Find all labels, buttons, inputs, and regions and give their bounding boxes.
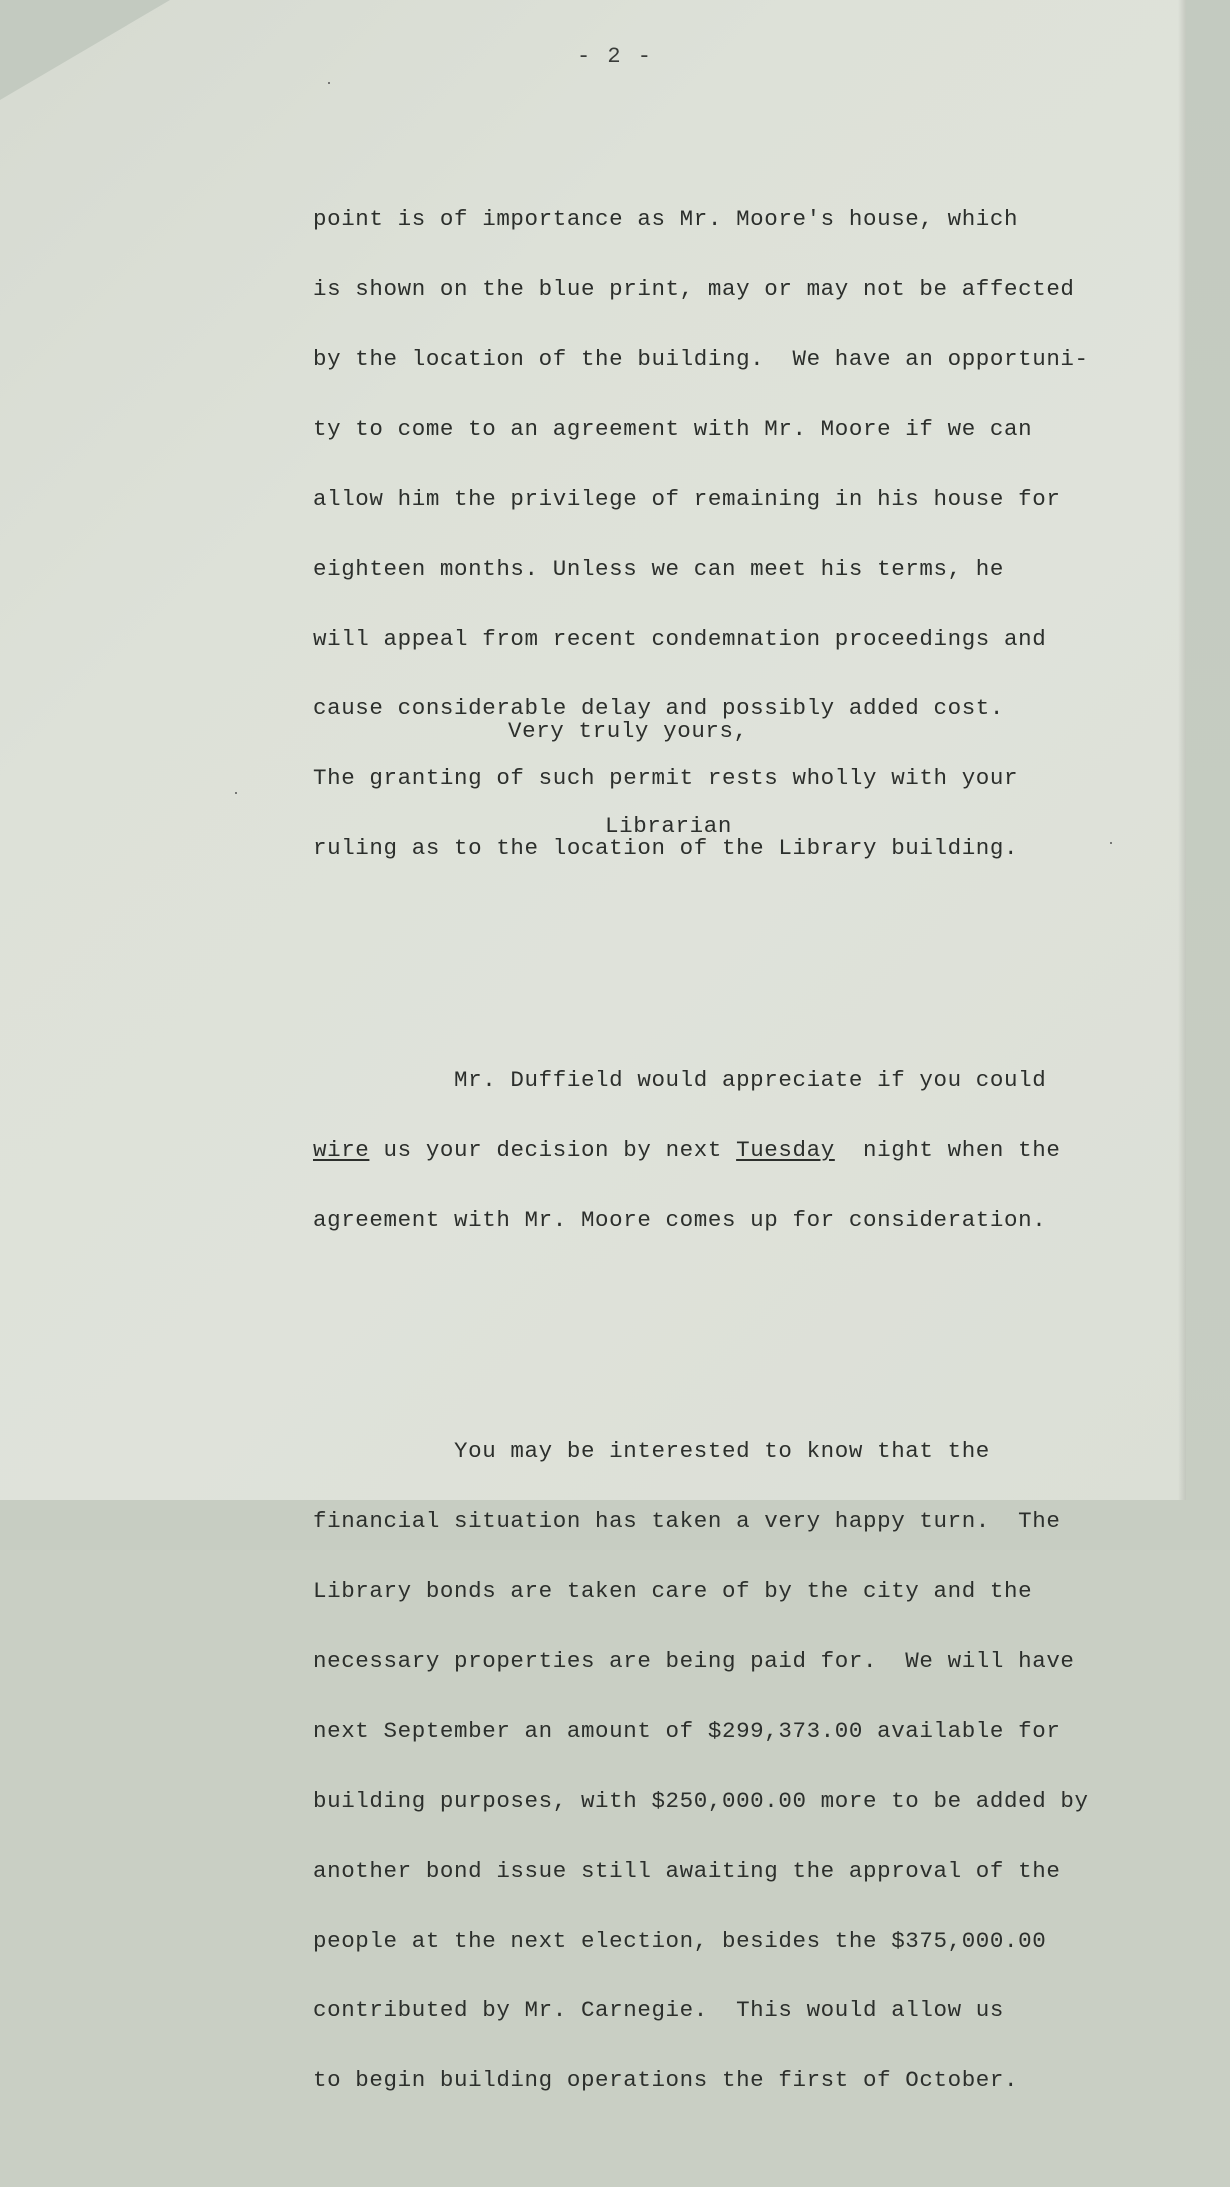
paragraph-2 — [313, 1022, 1173, 1278]
text-line: next September an amount of $299,373.00 available for — [313, 1717, 1061, 1744]
paragraph-3 — [313, 1394, 1173, 2140]
underlined-word-tuesday: Tuesday — [736, 1136, 835, 1163]
paragraph-1 — [313, 162, 1173, 908]
text-line: Library bonds are taken care of by the city and the — [313, 1578, 1033, 1605]
text-line: building purposes, with $250,000.00 more to be added by — [313, 1787, 1089, 1814]
text-line: people at the next election, besides the $375,000.00 — [313, 1927, 1047, 1954]
text-segment: us your decision by next — [369, 1136, 737, 1163]
text-line: The granting of such permit rests wholly with your — [313, 765, 1019, 792]
text-line: necessary properties are being paid for. We will have — [313, 1648, 1075, 1674]
text-line: another bond issue still awaiting the approval of the — [313, 1857, 1061, 1884]
text-line: is shown on the blue print, may or may not be affected — [313, 276, 1075, 303]
text-line: cause considerable delay and possibly added cost. — [313, 695, 1005, 722]
text-line: will appeal from recent condemnation proceedings and — [313, 625, 1047, 652]
signature-title: Librarian — [605, 813, 732, 839]
paper-speck — [235, 792, 237, 794]
text-line: financial situation has taken a very happy turn. The — [313, 1508, 1061, 1535]
page-number: - 2 - — [576, 44, 653, 69]
text-line: allow him the privilege of remaining in his house for — [313, 485, 1061, 512]
text-line: Mr. Duffield would appreciate if you could — [313, 1066, 1047, 1093]
paper-speck — [328, 82, 330, 84]
underlined-word-wire: wire — [313, 1136, 370, 1163]
paragraph-gap — [313, 1325, 1173, 1347]
text-line — [313, 1136, 1173, 1163]
text-line: ruling as to the location of the Library building. — [313, 835, 1019, 862]
text-segment: night when the — [834, 1136, 1061, 1163]
paper-speck — [1110, 842, 1112, 844]
text-line: eighteen months. Unless we can meet his terms, he — [313, 555, 1005, 582]
paper-edge-shadow — [1178, 0, 1186, 1500]
text-line: ty to come to an agreement with Mr. Moore if we can — [313, 415, 1033, 442]
text-line: contributed by Mr. Carnegie. This would allow us — [313, 1997, 1005, 2024]
letter-body — [313, 115, 1173, 2186]
text-line: point is of importance as Mr. Moore's house, which — [313, 206, 1019, 233]
closing: Very truly yours, — [508, 718, 748, 744]
paragraph-gap — [313, 954, 1173, 976]
text-line: You may be interested to know that the — [313, 1438, 990, 1465]
text-line: agreement with Mr. Moore comes up for consideration. — [313, 1206, 1047, 1233]
text-line: by the location of the building. We have an opportuni- — [313, 345, 1089, 372]
text-line: to begin building operations the first of October. — [313, 2067, 1019, 2094]
